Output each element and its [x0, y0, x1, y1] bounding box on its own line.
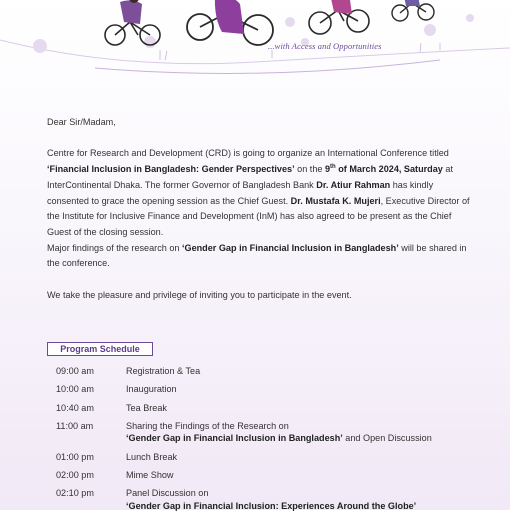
schedule-time: 02:10 pm	[56, 488, 94, 499]
schedule-desc: Inauguration	[126, 384, 177, 395]
program-schedule-heading: Program Schedule	[47, 342, 153, 356]
schedule-time: 10:00 am	[56, 384, 94, 395]
schedule-desc: Tea Break	[126, 402, 167, 413]
letter-paragraph-3: We take the pleasure and privilege of inviting you to participate in the event.	[47, 289, 352, 300]
schedule-row	[56, 420, 476, 445]
letter-paragraph-2: Major findings of the research on ‘Gender Gap in Financial Inclusion in Bangladesh’ will be shared in the conference.	[47, 242, 467, 269]
invitation-letter	[47, 115, 475, 303]
schedule-desc: Registration & Tea	[126, 366, 201, 376]
banner-tagline: ...with Access and Opportunities	[268, 41, 382, 51]
schedule-desc: Sharing the Findings of the Research on ‘Gender Gap in Financial Inclusion in Bangladesh’ and Open Discussion	[126, 420, 432, 444]
schedule-row	[56, 365, 476, 378]
greeting: Dear Sir/Madam,	[47, 117, 116, 127]
letter-paragraph-1: Centre for Research and Development (CRD) is going to organize an International Conference titled ‘Financial Inclusion in Bangladesh: Gender Perspectives’ on the 9th of March 2024, Saturday at InterContinental Dhaka. The former Governor of Bangladesh Bank Dr. Atiur Rahman has kindly consented to grace the opening session as the Chief Guest. Dr. Mustafa K. Mujeri, Executive Director of the Institute for Inclusive Finance and Development (InM) has also agreed to be present as the Chief Guest of the closing session.	[47, 148, 470, 237]
schedule-row	[56, 487, 476, 512]
schedule-time: 02:00 pm	[56, 469, 94, 480]
schedule-time: 11:00 am	[56, 420, 94, 431]
schedule-list	[56, 365, 476, 518]
cyclists-banner	[0, 0, 510, 78]
schedule-row	[56, 451, 476, 464]
schedule-desc: Mime Show	[126, 469, 174, 480]
schedule-time: 09:00 am	[56, 366, 94, 376]
schedule-row	[56, 469, 476, 482]
schedule-time: 01:00 pm	[56, 451, 94, 462]
schedule-desc: Panel Discussion on ‘Gender Gap in Financial Inclusion: Experiences Around the Globe’	[126, 488, 417, 511]
schedule-time: 10:40 am	[56, 402, 94, 413]
cyclist-3-icon	[309, 10, 369, 34]
schedule-row	[56, 383, 476, 396]
schedule-row	[56, 402, 476, 415]
schedule-desc: Lunch Break	[126, 451, 178, 462]
